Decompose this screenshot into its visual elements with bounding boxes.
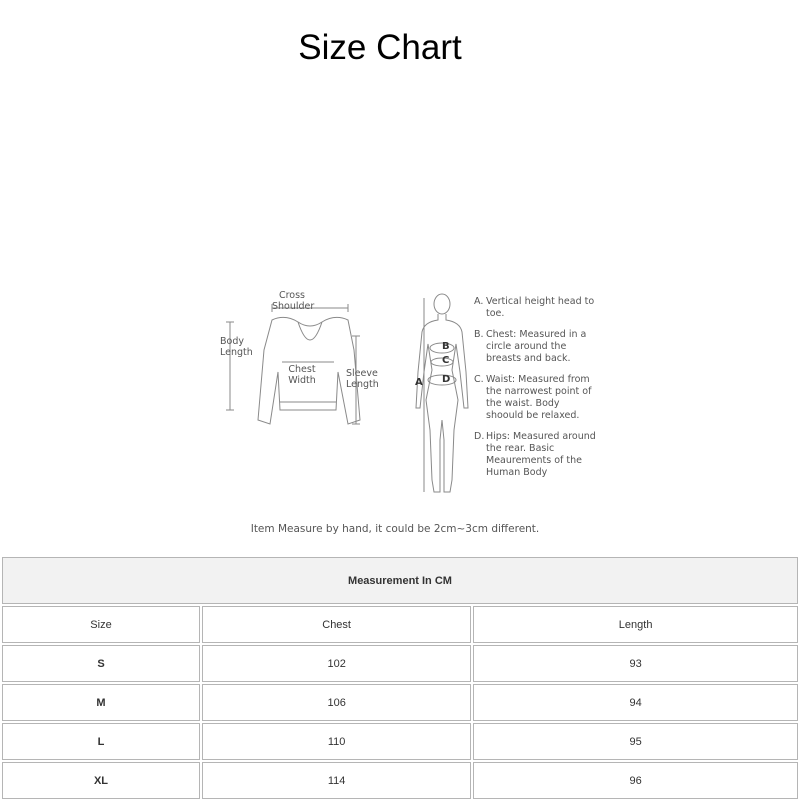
size-cell: S [2,645,200,682]
chest-cell: 114 [202,762,471,799]
size-cell: L [2,723,200,760]
cross-shoulder-label: Cross Shoulder [272,290,315,312]
size-cell: XL [2,762,200,799]
note-text: Hips: Measured around the rear. Basic Meaurements of the Human Body [486,431,596,478]
note-a [474,296,599,320]
note-text: Vertical height head to toe. [486,296,595,319]
size-cell: M [2,684,200,721]
sleeve-length-label: Sleeve Length [346,368,379,390]
note-letter: B. [474,329,484,340]
measure-caption: Item Measure by hand, it could be 2cm~3cm different. [250,523,540,535]
length-cell: 94 [473,684,798,721]
body-letter-c: C [442,355,450,366]
length-cell: 95 [473,723,798,760]
page-title: Size Chart [298,28,462,67]
note-letter: C. [474,374,484,385]
length-cell: 96 [473,762,798,799]
size-table [0,555,800,801]
table-row [2,762,798,799]
table-heading: Measurement In CM [2,557,798,604]
body-letter-b: B [442,341,450,352]
table-row [2,684,798,721]
column-header-row [2,606,798,643]
note-letter: D. [474,431,485,442]
length-cell: 93 [473,645,798,682]
chest-cell: 102 [202,645,471,682]
table-row [2,645,798,682]
body-letter-d: D [442,374,451,385]
column-header-length: Length [473,606,798,643]
measurement-diagram [210,280,600,540]
note-d [474,431,599,479]
note-letter: A. [474,296,484,307]
note-text: Chest: Measured in a circle around the breasts and back. [486,329,587,364]
note-b [474,329,599,365]
chest-width-label: Chest Width [288,364,316,386]
note-text: Waist: Measured from the narrowest point of the waist. Body shoould be relaxed. [486,374,592,421]
table-row [2,723,798,760]
note-c [474,374,599,422]
column-header-chest: Chest [202,606,471,643]
table-heading-row [2,557,798,604]
column-header-size: Size [2,606,200,643]
body-length-label: Body Length [220,336,253,358]
chest-cell: 110 [202,723,471,760]
chest-cell: 106 [202,684,471,721]
body-letter-a: A [415,377,423,388]
measurement-notes [474,296,599,488]
